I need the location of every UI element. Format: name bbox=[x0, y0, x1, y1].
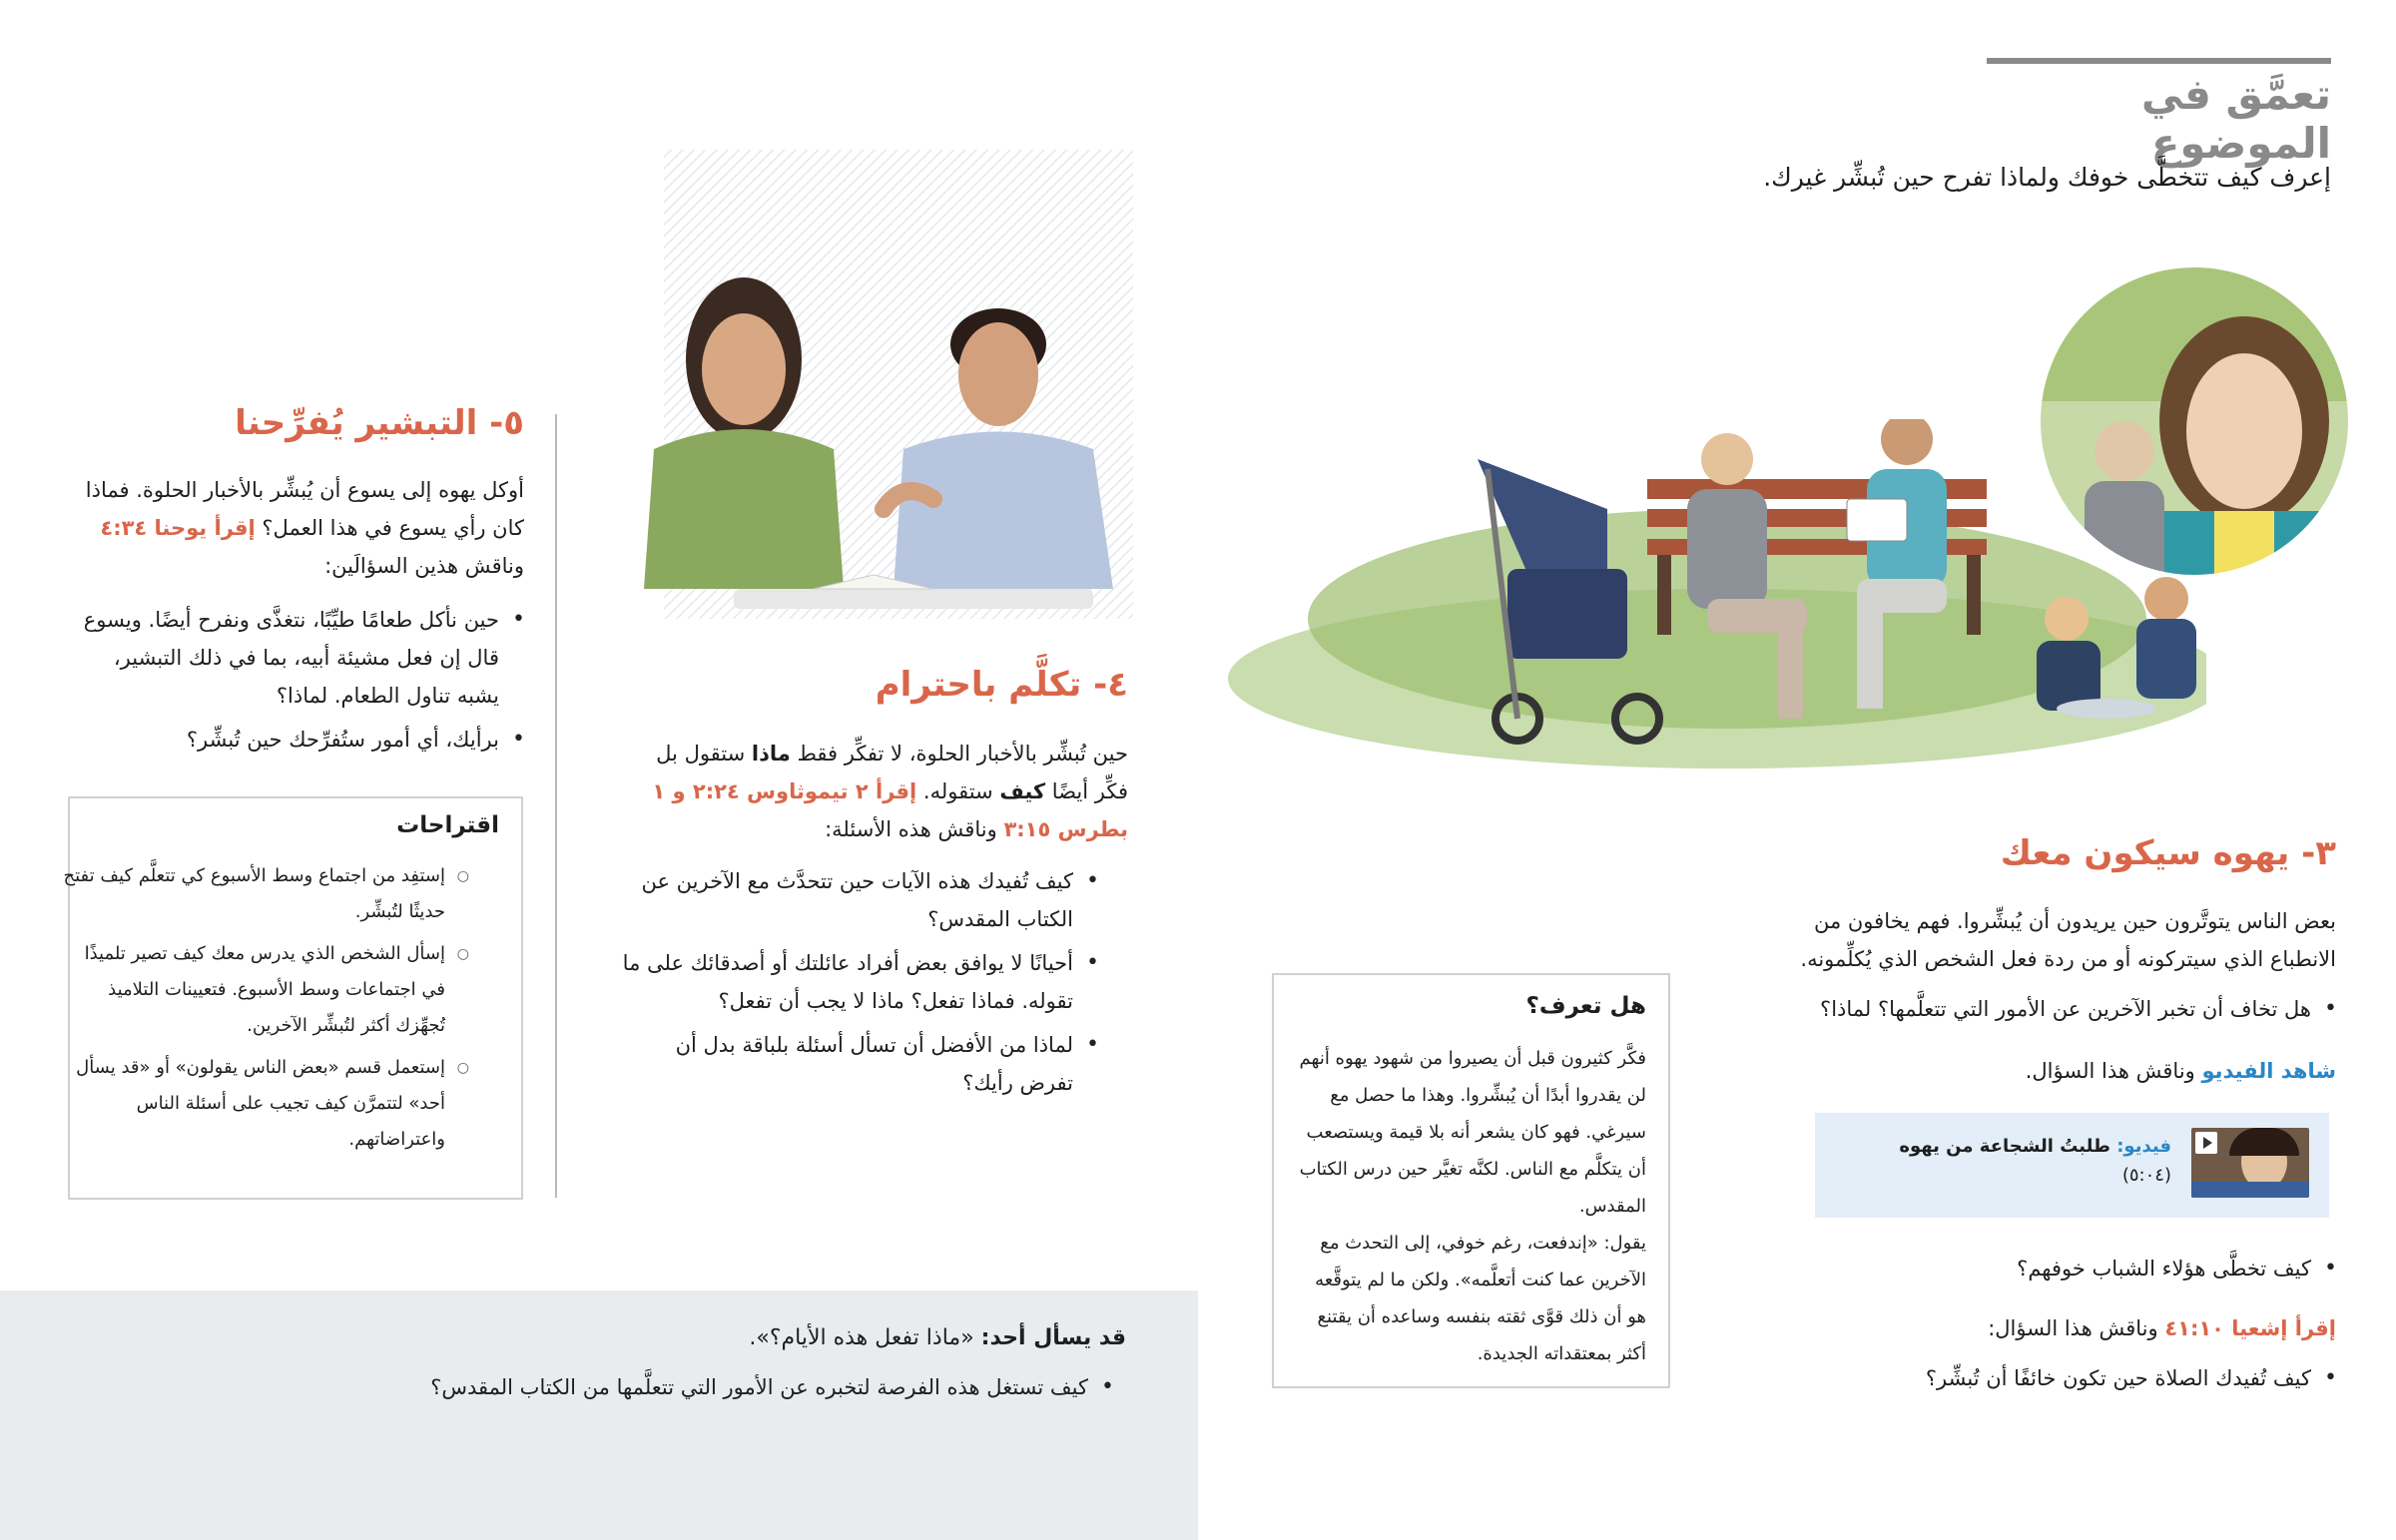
someone-may-ask-line bbox=[128, 1318, 1126, 1358]
list-item: • أحيانًا لا يوافق بعض أفراد عائلتك أو أصدقائك على ما تقوله. فماذا تفعل؟ ماذا لا يجب أن تفعل؟ bbox=[619, 944, 1073, 1020]
video-title: طلبتُ الشجاعة من يهوه bbox=[1899, 1136, 2117, 1157]
section3-bullet-list-2 bbox=[1717, 1250, 2339, 1293]
video-label: فيديو: bbox=[2116, 1136, 2171, 1157]
read-timothy-peter-link[interactable]: إقرأ ٢ تيموثاوس ٢:٢٤ و ١ بطرس ٣:١٥ bbox=[652, 779, 1128, 841]
section5-bullet-list bbox=[70, 601, 527, 765]
video-duration: (٥:٠٤) bbox=[2121, 1165, 2171, 1186]
list-item: • كيف تستغل هذه الفرصة لتخبره عن الأمور التي تتعلَّمها من الكتاب المقدس؟ bbox=[130, 1368, 1088, 1406]
section4-text-c: ستقول بل فكِّر أيضًا bbox=[656, 742, 1128, 803]
watch-video-link[interactable]: شاهد الفيديو bbox=[2201, 1059, 2336, 1083]
section3-bullet-list-1 bbox=[1717, 990, 2339, 1034]
list-item: ○ إسأل الشخص الذي يدرس معك كيف تصير تلميذًا في اجتماعات وسط الأسبوع. فتعيينات التلاميذ تُجهِّزك أكثر لتُبشِّر الآخرين. bbox=[61, 936, 445, 1044]
worried-girl-inset-illustration bbox=[2035, 261, 2354, 581]
list-item: ○ إستفِد من اجتماع وسط الأسبوع كي تتعلَّم كيف تفتح حديثًا لتُبشِّر. bbox=[61, 858, 445, 930]
title-rule bbox=[1987, 58, 2331, 64]
video-title-line bbox=[1842, 1133, 2171, 1161]
section4-emphasis-how: كيف bbox=[999, 779, 1046, 803]
read-isaiah-link[interactable]: إقرأ إشعيا ٤١:١٠ bbox=[2164, 1316, 2336, 1340]
intro-text: إعرف كيف تتخطَّى خوفك ولماذا تفرح حين تُبشِّر غيرك. bbox=[1763, 163, 2331, 192]
section4-text-d: ستقوله. bbox=[916, 779, 1000, 803]
list-item: • كيف تخطَّى هؤلاء الشباب خوفهم؟ bbox=[1717, 1250, 2311, 1287]
play-icon[interactable] bbox=[2195, 1132, 2217, 1154]
list-item: • برأيك، أي أمور ستُفرِّحك حين تُبشِّر؟ bbox=[70, 721, 499, 759]
did-you-know-heading: هل تعرف؟ bbox=[1525, 993, 1646, 1019]
section4-emphasis-what: ماذا bbox=[751, 742, 791, 766]
section4-heading: ٤- تكلَّم باحترام bbox=[875, 665, 1128, 705]
section5-text-b: وناقش هذين السؤالَين: bbox=[324, 554, 524, 578]
list-item: • هل تخاف أن تخبر الآخرين عن الأمور التي تتعلَّمها؟ لماذا؟ bbox=[1717, 990, 2311, 1028]
read-isaiah-rest: وناقش هذا السؤال: bbox=[1988, 1316, 2165, 1340]
page-title: تعمَّق في الموضوع bbox=[2140, 70, 2331, 168]
section5-paragraph bbox=[70, 471, 524, 585]
someone-may-ask-label: قد يسأل أحد: bbox=[980, 1325, 1126, 1350]
section4-paragraph bbox=[639, 735, 1128, 848]
section5-heading: ٥- التبشير يُفرِّحنا bbox=[235, 403, 524, 443]
section4-text-a: حين تُبشِّر بالأخبار الحلوة، لا تفكِّر فقط bbox=[790, 742, 1128, 766]
did-you-know-box bbox=[1272, 973, 1670, 1388]
section3-heading: ٣- يهوه سيكون معك bbox=[2000, 833, 2336, 873]
watch-video-rest: وناقش هذا السؤال. bbox=[2025, 1059, 2202, 1083]
list-item: • لماذا من الأفضل أن تسأل أسئلة بلباقة بدل أن تفرض رأيك؟ bbox=[619, 1026, 1073, 1102]
section3-paragraph: بعض الناس يتوتَّرون حين يريدون أن يُبشِّروا. فهم يخافون من الانطباع الذي سيتركونه أو من ردة فعل الشخص الذي يُكلِّمونه. bbox=[1800, 909, 2336, 971]
video-card[interactable] bbox=[1815, 1113, 2329, 1218]
video-thumbnail[interactable] bbox=[2191, 1128, 2309, 1198]
read-isaiah-line bbox=[1757, 1309, 2336, 1347]
did-you-know-paragraph-2: يقول: «إندفعت، رغم خوفي، إلى التحدث مع الآخرين عما كنت أتعلَّمه». ولكن ما لم يتوقَّعه هو أن ذلك قوَّى ثقته بنفسه وساعده أن يقتنع أكثر بمعتقداته الجديدة. bbox=[1315, 1233, 1646, 1364]
someone-may-ask-panel bbox=[0, 1290, 1198, 1540]
list-item: • كيف تُفيدك الصلاة حين تكون خائفًا أن تُبشِّر؟ bbox=[1717, 1359, 2311, 1397]
suggestions-list bbox=[61, 858, 473, 1164]
column-divider bbox=[555, 414, 557, 1198]
someone-may-ask-question: «ماذا تفعل هذه الأيام؟». bbox=[749, 1325, 981, 1350]
section4-bullet-list bbox=[619, 862, 1101, 1108]
list-item: • حين نأكل طعامًا طيِّبًا، نتغذَّى ونفرح أيضًا. ويسوع قال إن فعل مشيئة أبيه، بما في ذلك التبشير، يشبه تناول الطعام. لماذا؟ bbox=[70, 601, 499, 715]
section4-text-e: وناقش هذه الأسئلة: bbox=[825, 817, 1004, 841]
conversation-illustration bbox=[614, 150, 1133, 629]
list-item: ○ إستعمل قسم «بعض الناس يقولون» أو «قد يسأل أحد» لتتمرَّن كيف تجيب على أسئلة الناس واعتراضاتهم. bbox=[61, 1050, 445, 1158]
section3-bullet-list-3 bbox=[1717, 1359, 2339, 1403]
suggestions-heading: اقتراحات bbox=[396, 812, 499, 838]
suggestions-box bbox=[63, 796, 523, 1200]
read-john-link[interactable]: إقرأ يوحنا ٤:٣٤ bbox=[100, 516, 256, 540]
did-you-know-paragraph-1: فكَّر كثيرون قبل أن يصيروا من شهود يهوه أنهم لن يقدروا أبدًا أن يُبشِّروا. وهذا ما حصل مع سيرغي. فهو كان يشعر أنه بلا قيمة ويستصعب أن يتكلَّم مع الناس. لكنَّه تغيَّر حين درس الكتاب المقدس. bbox=[1299, 1048, 1646, 1217]
list-item: • كيف تُفيدك هذه الآيات حين تتحدَّث مع الآخرين عن الكتاب المقدس؟ bbox=[619, 862, 1073, 938]
watch-video-line bbox=[1757, 1052, 2336, 1090]
section5-text-a: أوكل يهوه إلى يسوع أن يُبشِّر بالأخبار الحلوة. فماذا كان رأي يسوع في هذا العمل؟ bbox=[85, 478, 524, 540]
someone-may-ask-bullets bbox=[130, 1368, 1116, 1412]
